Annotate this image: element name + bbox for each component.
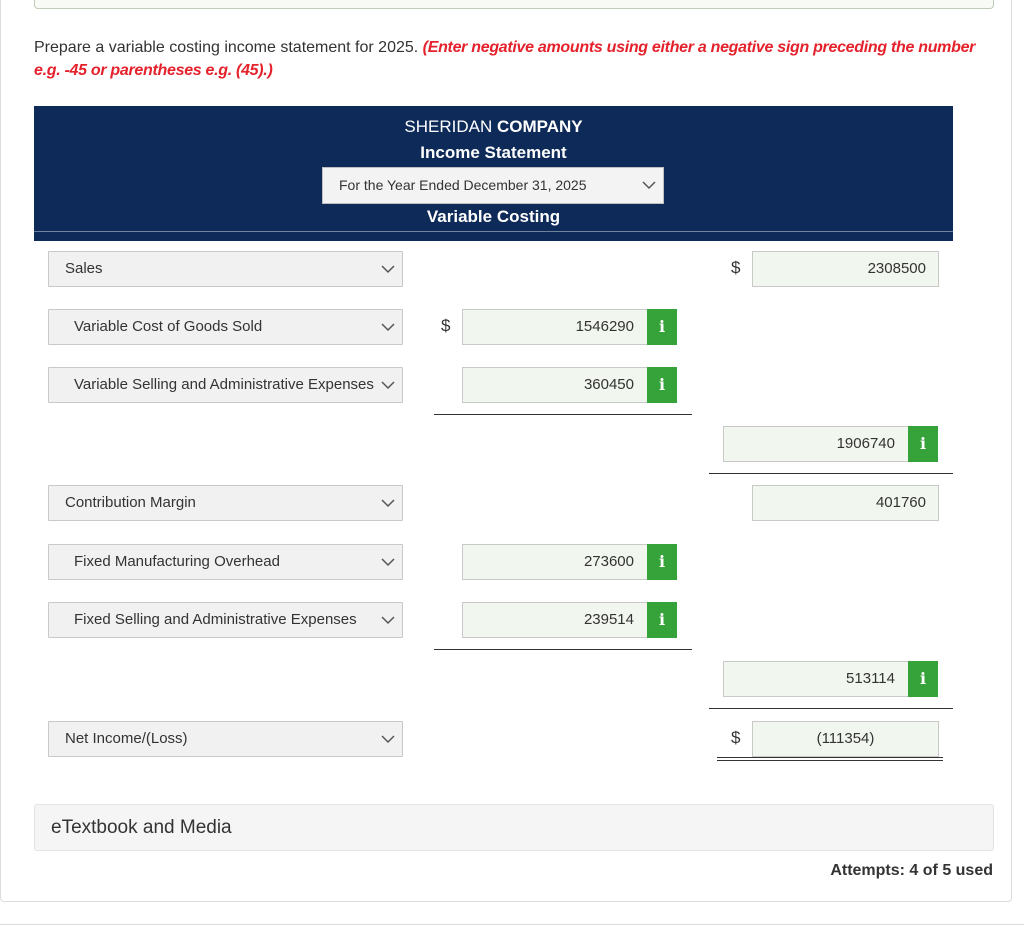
instructions bbox=[34, 36, 994, 82]
previous-section-strip bbox=[34, 0, 994, 9]
sales-amount-input[interactable]: 2308500 bbox=[752, 251, 939, 287]
subtotal-rule bbox=[434, 649, 692, 650]
instruction-note: (Enter negative amounts using either a negative sign preceding the number e.g. -45 or parentheses e.g. (45).) bbox=[34, 39, 976, 79]
variable-cogs-currency: $ bbox=[441, 316, 451, 335]
double-underline-bottom bbox=[717, 760, 943, 761]
variable-sga-amount-input[interactable]: 360450 i bbox=[462, 367, 677, 403]
fixed-overhead-label-select[interactable]: Fixed Manufacturing Overhead bbox=[48, 544, 403, 580]
attempts-counter: Attempts: 4 of 5 used bbox=[830, 862, 993, 879]
net-income-currency: $ bbox=[731, 728, 741, 747]
statement-header bbox=[34, 106, 953, 241]
chevron-down-icon bbox=[641, 177, 657, 193]
info-icon[interactable]: i bbox=[647, 367, 677, 403]
sales-label-select[interactable]: Sales bbox=[48, 251, 403, 287]
total-fixed-expenses-input[interactable]: 513114 i bbox=[723, 661, 938, 697]
period-select[interactable] bbox=[322, 167, 664, 204]
contribution-margin-amount-input[interactable]: 401760 bbox=[752, 485, 939, 521]
instruction-text: Prepare a variable costing income statement for 2025. bbox=[34, 39, 419, 56]
fixed-sga-label-select[interactable]: Fixed Selling and Administrative Expenses bbox=[48, 602, 403, 638]
chevron-down-icon bbox=[380, 731, 396, 747]
chevron-down-icon bbox=[380, 261, 396, 277]
chevron-down-icon bbox=[380, 495, 396, 511]
company-name: SHERIDAN COMPANY bbox=[404, 117, 583, 136]
chevron-down-icon bbox=[380, 377, 396, 393]
statement-title: Income Statement bbox=[420, 143, 567, 162]
info-icon[interactable]: i bbox=[647, 309, 677, 345]
variable-cogs-amount-input[interactable]: 1546290 i bbox=[462, 309, 677, 345]
subtotal-rule bbox=[434, 414, 692, 415]
info-icon[interactable]: i bbox=[908, 661, 938, 697]
bottom-divider bbox=[0, 924, 1024, 925]
period-select-value: For the Year Ended December 31, 2025 bbox=[339, 177, 587, 193]
header-divider bbox=[34, 231, 953, 232]
total-rule bbox=[709, 473, 953, 474]
total-rule bbox=[709, 708, 953, 709]
net-income-amount-input[interactable]: (111354) bbox=[752, 721, 939, 757]
fixed-overhead-amount-input[interactable]: 273600 i bbox=[462, 544, 677, 580]
sales-currency: $ bbox=[731, 258, 741, 277]
variable-cogs-label-select[interactable]: Variable Cost of Goods Sold bbox=[48, 309, 403, 345]
variable-sga-label-select[interactable]: Variable Selling and Administrative Expenses bbox=[48, 367, 403, 403]
net-income-label-select[interactable]: Net Income/(Loss) bbox=[48, 721, 403, 757]
etextbook-media-button[interactable]: eTextbook and Media bbox=[34, 804, 994, 851]
costing-method-title: Variable Costing bbox=[426, 207, 561, 226]
contribution-margin-label-select[interactable]: Contribution Margin bbox=[48, 485, 403, 521]
total-variable-expenses-input[interactable]: 1906740 i bbox=[723, 426, 938, 462]
chevron-down-icon bbox=[380, 554, 396, 570]
fixed-sga-amount-input[interactable]: 239514 i bbox=[462, 602, 677, 638]
chevron-down-icon bbox=[380, 319, 396, 335]
chevron-down-icon bbox=[380, 612, 396, 628]
double-underline-top bbox=[717, 757, 943, 758]
info-icon[interactable]: i bbox=[908, 426, 938, 462]
info-icon[interactable]: i bbox=[647, 602, 677, 638]
info-icon[interactable]: i bbox=[647, 544, 677, 580]
